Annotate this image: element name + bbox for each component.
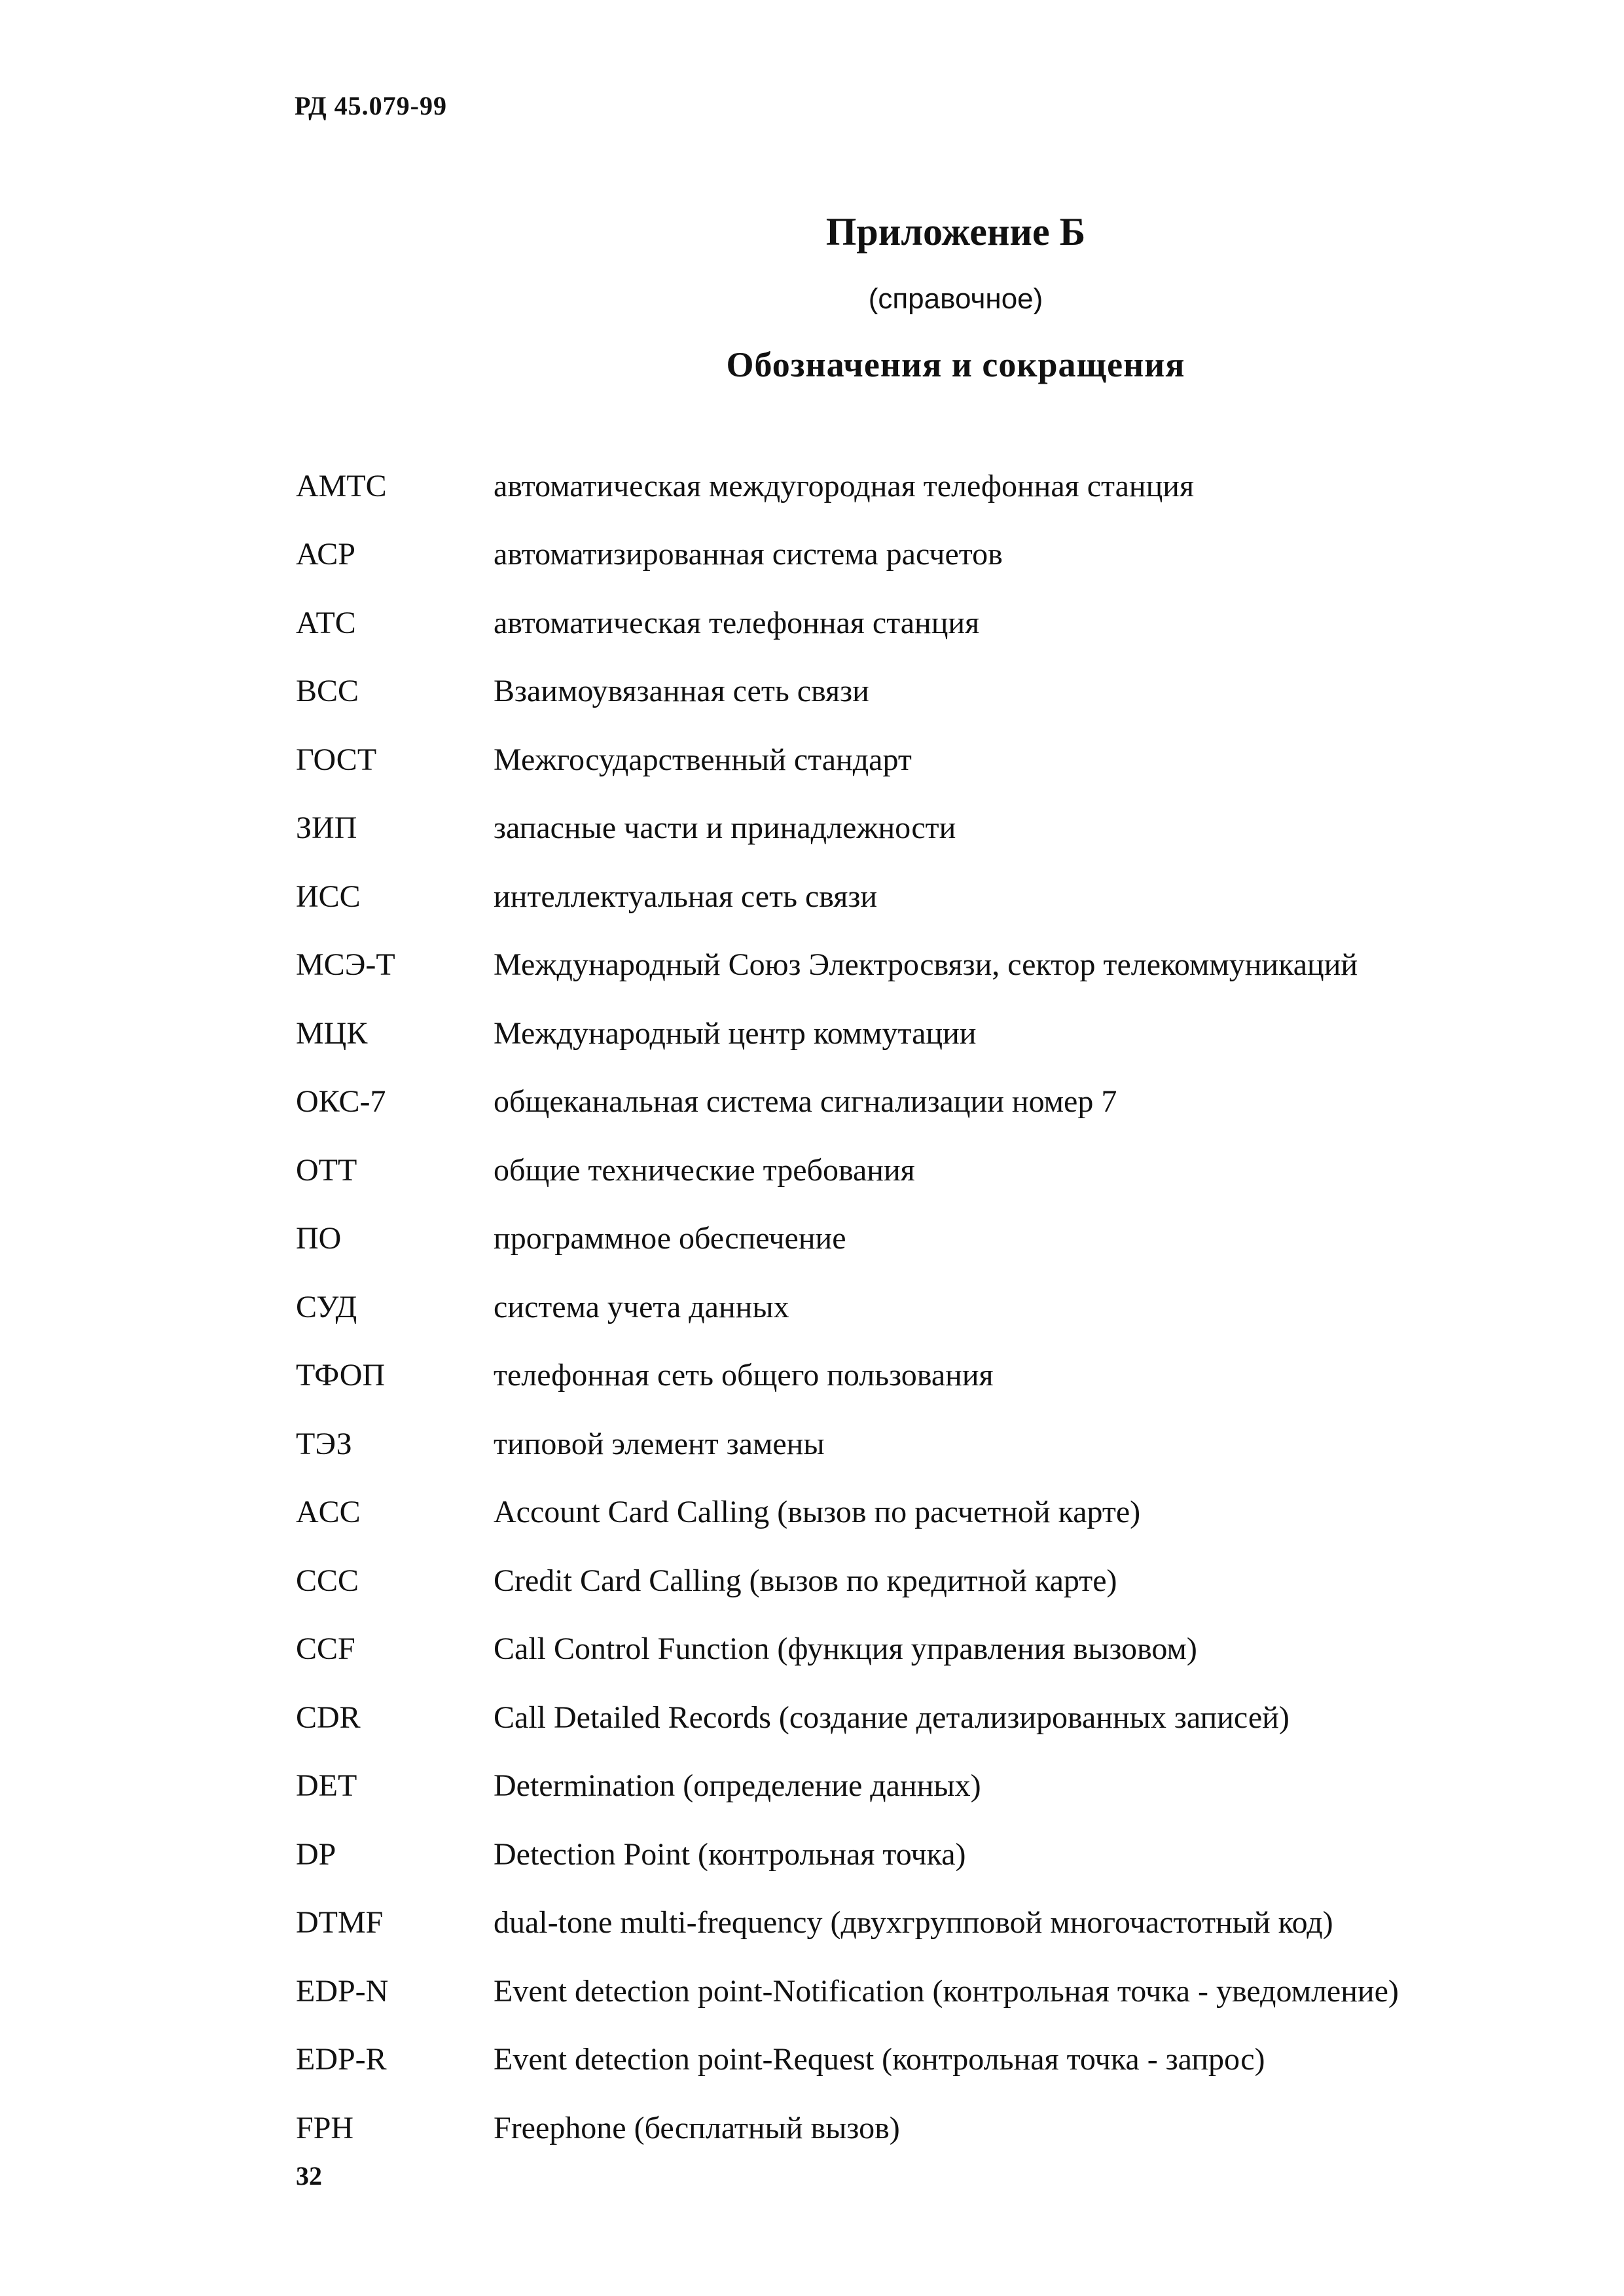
- abbreviation-term: ОТТ: [296, 1152, 357, 1188]
- abbreviation-definition: общие технические требования: [494, 1152, 915, 1188]
- abbreviation-row: [296, 1683, 1540, 1752]
- abbreviation-row: [296, 1205, 1540, 1273]
- abbreviation-definition: запасные части и принадлежности: [494, 811, 956, 846]
- page-number: 32: [296, 2161, 322, 2191]
- appendix-title: Приложение Б: [825, 210, 1086, 253]
- abbreviation-term: ТЭЗ: [296, 1426, 352, 1461]
- abbreviation-row: [296, 1136, 1540, 1205]
- abbreviation-definition: автоматическая телефонная станция: [494, 605, 980, 640]
- abbreviation-term: CCC: [296, 1563, 359, 1598]
- abbreviation-definition: общеканальная система сигнализации номер 7: [494, 1084, 1117, 1120]
- abbreviation-definition: система учета данных: [494, 1289, 789, 1324]
- abbreviation-term: CDR: [296, 1700, 361, 1735]
- abbreviation-row: [296, 2094, 1540, 2162]
- abbreviation-term: DP: [296, 1836, 336, 1872]
- abbreviation-definition: Detection Point (контрольная точка): [494, 1836, 966, 1872]
- abbreviation-term: DET: [296, 1768, 357, 1804]
- abbreviation-row: [296, 862, 1540, 931]
- abbreviation-term: ИСС: [296, 879, 361, 914]
- abbreviation-row: [296, 1889, 1540, 1958]
- abbreviation-definition: Determination (определение данных): [494, 1768, 981, 1804]
- abbreviation-row: [296, 657, 1540, 726]
- document-code: РД 45.079-99: [295, 91, 447, 120]
- abbreviation-term: EDP-N: [296, 1973, 389, 2009]
- abbreviation-term: СУД: [296, 1289, 357, 1324]
- abbreviation-row: [296, 1273, 1540, 1341]
- abbreviation-definition: Account Card Calling (вызов по расчетной карте): [494, 1495, 1141, 1530]
- abbreviation-term: МЦК: [296, 1015, 368, 1051]
- abbreviation-row: [296, 1957, 1540, 2026]
- abbreviation-definition: Credit Card Calling (вызов по кредитной карте): [494, 1563, 1117, 1598]
- section-title: Обозначения и сокращения: [726, 345, 1185, 384]
- abbreviation-row: [296, 999, 1540, 1068]
- abbreviation-row: [296, 1615, 1540, 1684]
- abbreviation-row: [296, 1068, 1540, 1137]
- abbreviation-term: АМТС: [296, 468, 387, 503]
- appendix-subtitle: (справочное): [868, 283, 1043, 315]
- abbreviation-row: [296, 725, 1540, 794]
- abbreviation-definition: Международный центр коммутации: [494, 1015, 977, 1051]
- abbreviation-definition: Межгосударственный стандарт: [494, 742, 912, 777]
- abbreviation-term: ТФОП: [296, 1358, 386, 1393]
- abbreviation-term: ПО: [296, 1221, 342, 1256]
- abbreviation-term: ЗИП: [296, 811, 357, 846]
- abbreviation-term: EDP-R: [296, 2042, 387, 2077]
- abbreviation-term: DTMF: [296, 1905, 384, 1941]
- abbreviation-row: [296, 1410, 1540, 1478]
- abbreviation-definition: телефонная сеть общего пользования: [494, 1358, 994, 1393]
- abbreviation-term: МСЭ-Т: [296, 947, 395, 983]
- abbreviation-definition: Freephone (бесплатный вызов): [494, 2110, 900, 2145]
- abbreviation-definition: программное обеспечение: [494, 1221, 846, 1256]
- abbreviation-row: [296, 1752, 1540, 1821]
- abbreviation-term: АТС: [296, 605, 356, 640]
- abbreviation-definition: Event detection point-Request (контрольная точка - запрос): [494, 2042, 1265, 2077]
- abbreviation-term: ОКС-7: [296, 1084, 386, 1120]
- abbreviation-definition: dual-tone multi-frequency (двухгрупповой многочастотный код): [494, 1905, 1333, 1941]
- abbreviation-row: [296, 931, 1540, 1000]
- abbreviations-list: [296, 452, 1540, 2162]
- abbreviation-row: [296, 1341, 1540, 1410]
- abbreviation-definition: Call Control Function (функция управления вызовом): [494, 1631, 1197, 1667]
- abbreviation-definition: Event detection point-Notification (контрольная точка - уведомление): [494, 1973, 1399, 2009]
- abbreviation-term: ВСС: [296, 674, 359, 709]
- abbreviation-term: ACC: [296, 1495, 361, 1530]
- abbreviation-row: [296, 1546, 1540, 1615]
- abbreviation-term: ГОСТ: [296, 742, 377, 777]
- abbreviation-term: FPH: [296, 2110, 354, 2145]
- abbreviation-definition: типовой элемент замены: [494, 1426, 825, 1461]
- abbreviation-definition: автоматизированная система расчетов: [494, 537, 1003, 572]
- abbreviation-definition: Взаимоувязанная сеть связи: [494, 674, 869, 709]
- abbreviation-row: [296, 589, 1540, 657]
- abbreviation-term: CCF: [296, 1631, 355, 1667]
- abbreviation-row: [296, 452, 1540, 520]
- abbreviation-row: [296, 1820, 1540, 1889]
- abbreviation-row: [296, 520, 1540, 589]
- abbreviation-definition: интеллектуальная сеть связи: [494, 879, 878, 914]
- abbreviation-term: АСР: [296, 537, 355, 572]
- abbreviation-row: [296, 2026, 1540, 2094]
- abbreviation-definition: Call Detailed Records (создание детализированных записей): [494, 1700, 1290, 1735]
- abbreviation-row: [296, 794, 1540, 863]
- abbreviation-definition: автоматическая междугородная телефонная станция: [494, 468, 1195, 503]
- abbreviation-row: [296, 1478, 1540, 1547]
- abbreviation-definition: Международный Союз Электросвязи, сектор телекоммуникаций: [494, 947, 1358, 983]
